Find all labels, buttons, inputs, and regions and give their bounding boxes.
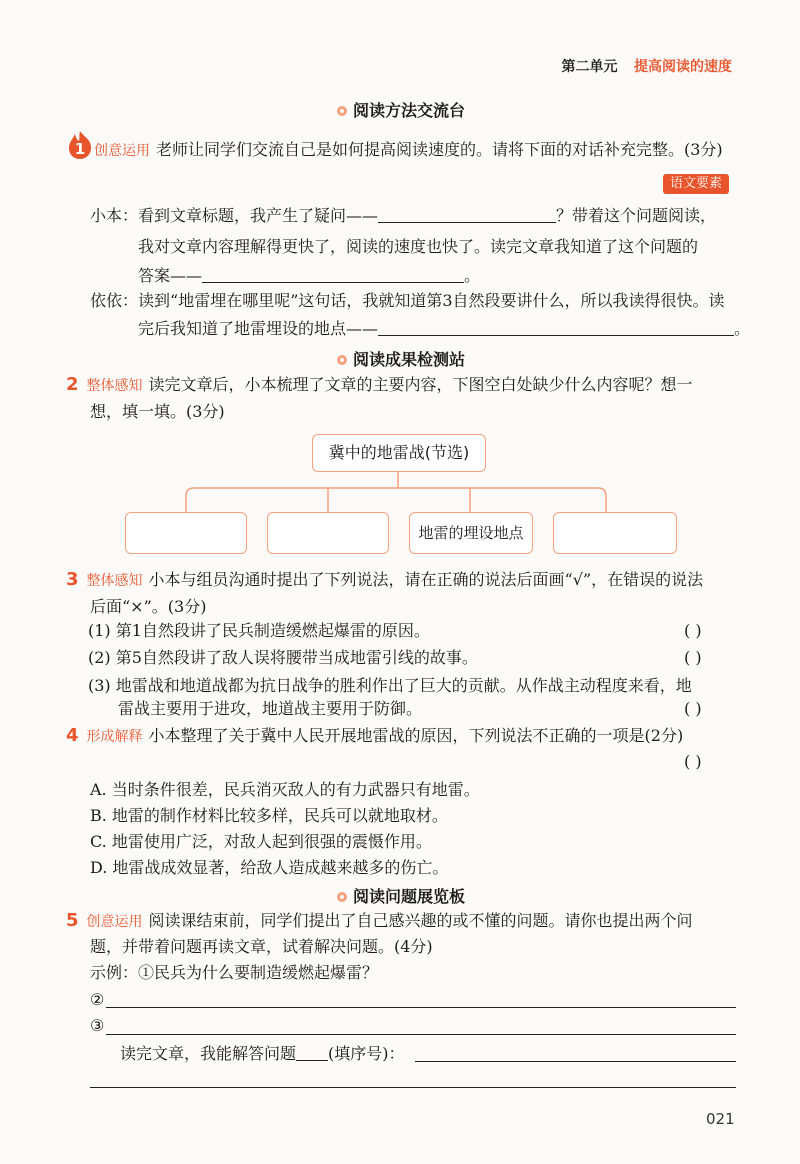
q3-line2: 后面“×”。(3分) xyxy=(90,597,207,616)
q2-number: 2 xyxy=(66,374,79,395)
answer-line-2[interactable] xyxy=(106,1007,736,1008)
q4-answer[interactable]: ( ) xyxy=(684,752,702,771)
tree-box-1[interactable] xyxy=(125,512,247,554)
q5-example: 示例：①民兵为什么要制造缓燃起爆雷？ xyxy=(90,963,379,982)
q1-text-seg: 读到“地雷埋在哪里呢”这句话，我就知道第3自然段要讲什么，所以我读得很快。读 xyxy=(138,291,725,310)
q1-number: 1 xyxy=(74,140,86,158)
q5-answer-text: 读完文章，我能解答问题 xyxy=(120,1044,297,1063)
q1-text: 老师让同学们交流自己是如何提高阅读速度的。请将下面的对话补充完整。(3分) xyxy=(156,140,723,159)
q4-option-d: D. 地雷战成效显著，给敌人造成越来越多的伤亡。 xyxy=(90,858,449,877)
q3-item-3a: (3) 地雷战和地道战都为抗日战争的胜利作出了巨大的贡献。从作战主动程度来看，地 xyxy=(88,676,692,695)
q3-answer-2[interactable]: ( ) xyxy=(684,648,702,667)
q3-answer-1[interactable]: ( ) xyxy=(684,621,702,640)
q4-option-c: C. 地雷使用广泛，对敌人起到很强的震慑作用。 xyxy=(90,832,432,851)
q1-tag: 创意运用 xyxy=(94,143,150,159)
answer-line-5[interactable] xyxy=(90,1087,736,1088)
q3-item-3b: 雷战主要用于进攻，地道战主要用于防御。 xyxy=(118,699,423,718)
tree-box-4[interactable] xyxy=(553,512,677,554)
q4-text: 小本整理了关于冀中人民开展地雷战的原因，下列说法不正确的一项是(2分) xyxy=(148,726,684,745)
tree-box-3: 地雷的埋设地点 xyxy=(409,512,533,554)
q5-number: 5 xyxy=(66,910,79,931)
q1-text-seg: 。 xyxy=(734,319,751,338)
q3-item-2: (2) 第5自然段讲了敌人误将腰带当成地雷引线的故事。 xyxy=(88,648,478,667)
q5-line2: 题，并带着问题再读文章，试着解决问题。(4分) xyxy=(90,937,433,956)
q3-answer-3[interactable]: ( ) xyxy=(684,699,702,718)
q4-line1 xyxy=(66,726,683,747)
section-dot-icon xyxy=(337,892,347,902)
q1-text-seg: 。 xyxy=(464,266,481,285)
tree-box-2[interactable] xyxy=(267,512,389,554)
q1-text-seg: ？带着这个问题阅读， xyxy=(556,206,717,225)
q3-line1 xyxy=(66,570,703,591)
q1-xiaoben-line2: 我对文章内容理解得更快了，阅读的速度也快了。读完文章我知道了这个问题的 xyxy=(138,237,699,256)
q4-number: 4 xyxy=(66,725,79,746)
q4-option-b: B. 地雷的制作材料比较多样，民兵可以就地取材。 xyxy=(90,806,448,825)
q4-tag: 形成解释 xyxy=(86,729,143,745)
q5-answer-text: (填序号)： xyxy=(328,1044,405,1063)
speaker-label: 小本： xyxy=(90,206,139,225)
q5-answer-line xyxy=(120,1044,405,1064)
page-number: 021 xyxy=(706,1110,735,1128)
section-title-text: 阅读方法交流台 xyxy=(353,101,466,120)
section-title-text: 阅读成果检测站 xyxy=(353,350,466,369)
q1-text-seg: 看到文章标题，我产生了疑问—— xyxy=(138,206,379,225)
unit-title: 提高阅读的速度 xyxy=(634,59,732,75)
q2-line2: 想，填一填。(3分) xyxy=(90,402,225,421)
answer-line-3[interactable] xyxy=(106,1034,736,1035)
q4-option-a: A. 当时条件很差，民兵消灭敌人的有力武器只有地雷。 xyxy=(90,780,480,799)
q3-tag: 整体感知 xyxy=(86,573,143,589)
answer-line-4[interactable] xyxy=(415,1061,736,1062)
q2-tag: 整体感知 xyxy=(86,378,143,394)
q3-text: 小本与组员沟通时提出了下列说法，请在正确的说法后面画“√”，在错误的说法 xyxy=(148,570,704,589)
q5-tag: 创意运用 xyxy=(86,914,143,930)
q5-marker-3: ③ xyxy=(90,1016,105,1035)
skill-badge: 语文要素 xyxy=(663,174,729,194)
q3-number: 3 xyxy=(66,569,79,590)
unit-label: 第二单元 xyxy=(561,59,618,75)
answer-blank[interactable] xyxy=(296,1044,328,1061)
section-title-text: 阅读问题展览板 xyxy=(353,887,466,906)
section-title-3 xyxy=(337,884,465,907)
q5-text: 阅读课结束前，同学们提出了自己感兴趣的或不懂的问题。请你也提出两个问 xyxy=(148,911,693,930)
q2-text: 读完文章后，小本梳理了文章的主要内容，下图空白处缺少什么内容呢？想一 xyxy=(148,375,693,394)
q3-item-1: (1) 第1自然段讲了民兵制造缓燃起爆雷的原因。 xyxy=(88,621,430,640)
tree-root-box: 冀中的地雷战(节选) xyxy=(312,434,486,472)
q1-text-seg: 答案—— xyxy=(138,266,203,285)
q5-line1 xyxy=(66,911,693,932)
speaker-label: 依依： xyxy=(90,291,139,310)
q1-text-seg: 完后我知道了地雷埋设的地点—— xyxy=(138,319,379,338)
q5-marker-2: ② xyxy=(90,990,105,1009)
